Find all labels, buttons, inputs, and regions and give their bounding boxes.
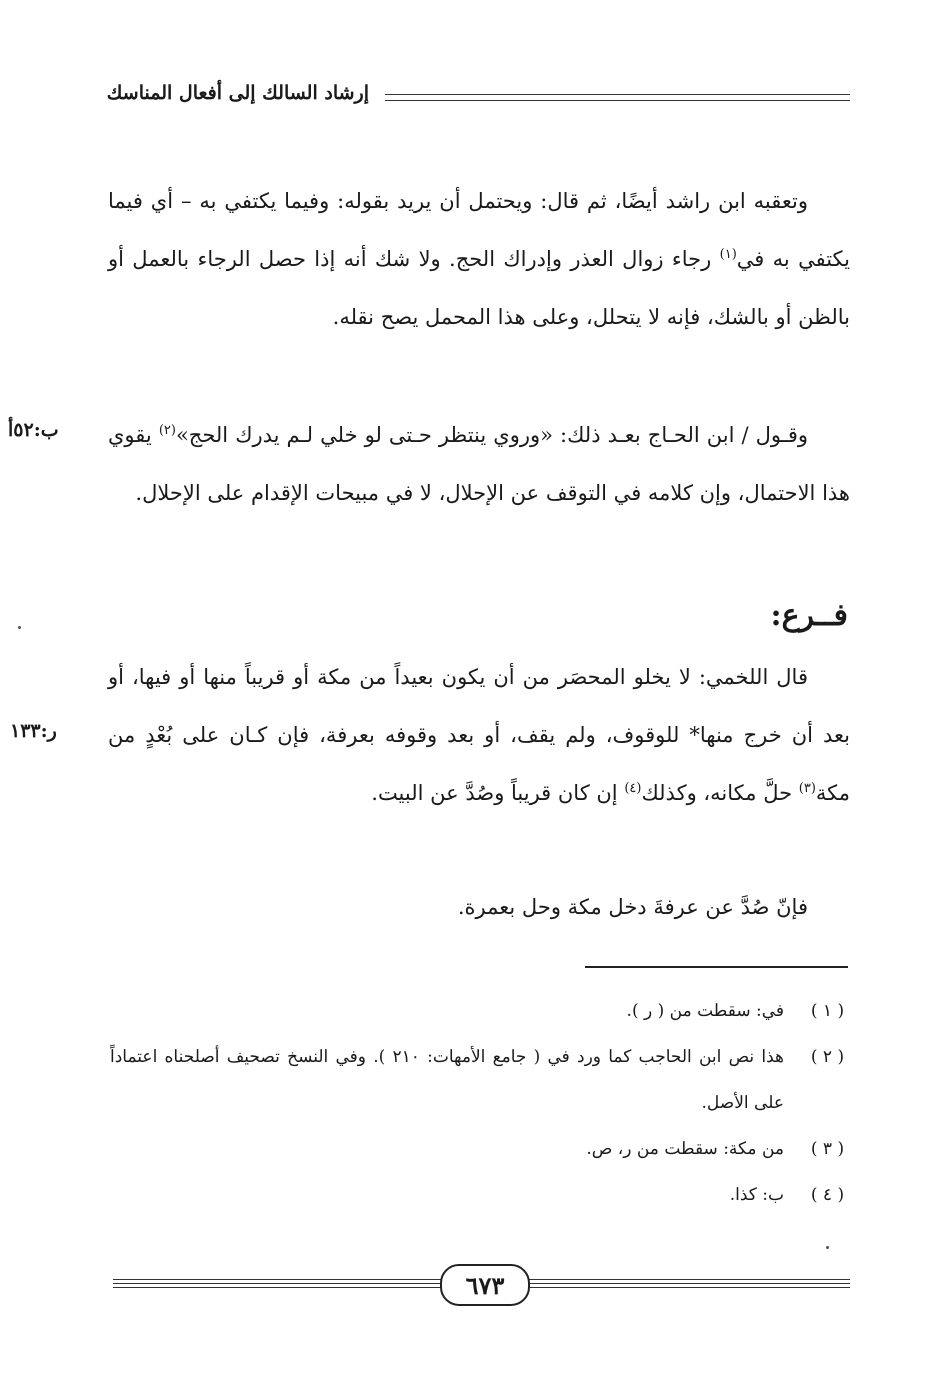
footnote-number: ( ٢ ) bbox=[810, 1047, 845, 1067]
scan-speck bbox=[18, 626, 21, 629]
paragraph-3-text-a: قال اللخمي: لا يخلو المحصَر من أن يكون بعيداً من مكة أو قريباً منها أو فيها، أو بعد أن خرج منها* للوقوف، ولم يقف، أو بعد وقوفه بعرفة، فإن كـان على بُعْدٍ من مكة bbox=[108, 665, 850, 805]
footnote-ref-1: (١) bbox=[719, 247, 737, 262]
paragraph-4: فإنّ صُدَّ عن عرفةَ دخل مكة وحل بعمرة. bbox=[457, 895, 808, 919]
paragraph-2-text-a: وقـول / ابن الحـاج بعـد ذلك: «وروي ينتظر حـتى لو خلي لـم يدرك الحج» bbox=[175, 423, 809, 447]
footnote-text: هذا نص ابن الحاجب كما ورد في ( جامع الأمهات: ٢١٠ ). وفي النسخ تصحيف أصلحناه اعتماداً على الأصل. bbox=[110, 1047, 784, 1113]
paragraph-2 bbox=[108, 406, 850, 522]
footnote-number: ( ٤ ) bbox=[810, 1185, 845, 1205]
footnote-text: ب: كذا. bbox=[729, 1185, 784, 1205]
footnote-ref-4: (٤) bbox=[624, 781, 642, 796]
footnote-3 bbox=[110, 1126, 850, 1172]
footnote-4 bbox=[110, 1172, 850, 1218]
paragraph-3-text-c: إن كان قريباً وصُدَّ عن البيت. bbox=[371, 781, 625, 805]
footnote-ref-3: (٣) bbox=[798, 781, 816, 796]
footnote-separator bbox=[585, 966, 848, 968]
footnote-2 bbox=[110, 1034, 850, 1126]
section-heading: فــرع: bbox=[770, 598, 848, 633]
footnote-text: في: سقطت من ( ر ). bbox=[626, 1001, 784, 1021]
scan-speck bbox=[826, 1246, 829, 1249]
footnote-text: من مكة: سقطت من ر، ص. bbox=[586, 1139, 784, 1159]
margin-note-manuscript-b: ب:٥٢أ bbox=[8, 419, 59, 441]
page-number-badge bbox=[440, 1264, 530, 1306]
footnote-number: ( ٣ ) bbox=[810, 1139, 845, 1159]
footnote-number: ( ١ ) bbox=[810, 1001, 845, 1021]
margin-note-manuscript-r: ر:١٣٣ bbox=[10, 720, 57, 742]
paragraph-3 bbox=[108, 648, 850, 822]
paragraph-2-text-b: يقوي هذا الاحتمال، وإن كلامه في التوقف عن الإحلال، لا في مبيحات الإقدام على الإحلال. bbox=[108, 423, 850, 505]
footnote-list bbox=[110, 988, 850, 1218]
header-rule-bottom bbox=[385, 100, 850, 101]
footnote-1 bbox=[110, 988, 850, 1034]
paragraph-3-text-b: حلَّ مكانه، وكذلك bbox=[641, 781, 799, 805]
page-number: ٦٧٣ bbox=[465, 1270, 505, 1300]
paragraph-1-text-a: وتعقبه ابن راشد أيضًا، ثم قال: ويحتمل أن يريد بقوله: وفيما يكتفي به – أي فيما يكتفي به في bbox=[108, 189, 851, 271]
header-rule-top bbox=[385, 94, 850, 95]
running-header-title: إرشاد السالك إلى أفعال المناسك bbox=[106, 82, 369, 104]
paragraph-1-text-b: رجاء زوال العذر وإدراك الحج. ولا شك أنه إذا حصل الرجاء بالعمل أو بالظن أو بالشك، فإنه لا يتحلل، وعلى هذا المحمل يصح نقله. bbox=[108, 247, 850, 329]
footnote-ref-2: (٢) bbox=[158, 423, 176, 438]
paragraph-1 bbox=[108, 172, 850, 346]
